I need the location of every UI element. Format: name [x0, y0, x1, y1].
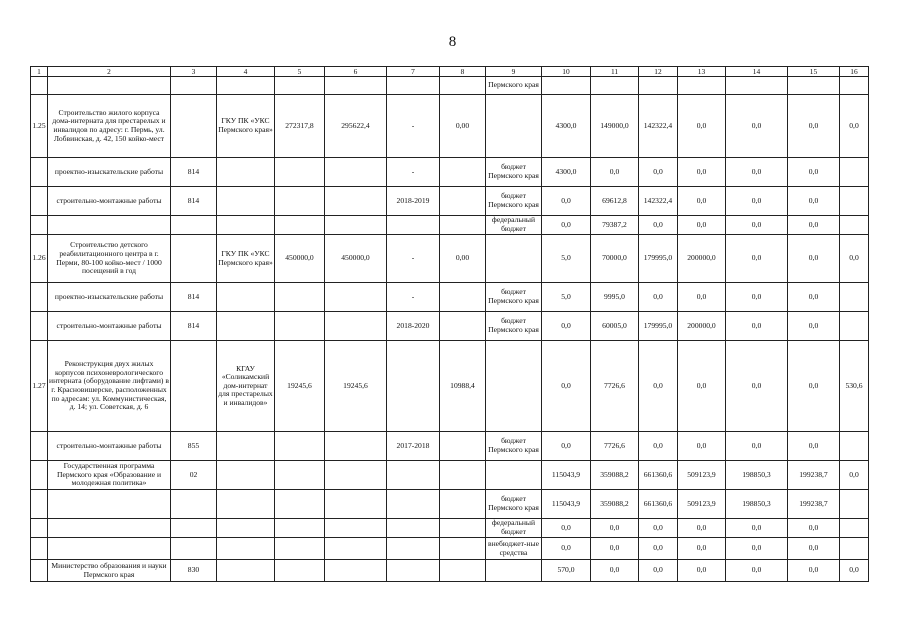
table-cell	[217, 187, 275, 216]
table-cell	[325, 560, 387, 582]
table-cell	[275, 538, 325, 560]
table-cell	[48, 519, 171, 538]
table-cell	[275, 519, 325, 538]
table-cell: 149000,0	[591, 95, 639, 158]
table-cell: 0,0	[678, 216, 726, 235]
table-cell: -	[387, 158, 440, 187]
table-cell: 198850,3	[726, 461, 788, 490]
table-cell: 830	[171, 560, 217, 582]
table-cell	[387, 560, 440, 582]
table-cell	[325, 490, 387, 519]
table-cell	[387, 461, 440, 490]
table-cell: 0,0	[639, 432, 678, 461]
table-cell	[325, 432, 387, 461]
table-cell	[31, 216, 48, 235]
table-cell: 0,0	[840, 560, 869, 582]
table-cell	[840, 538, 869, 560]
column-header: 5	[275, 67, 325, 77]
table-cell: федеральный бюджет	[486, 519, 542, 538]
table-cell	[639, 77, 678, 95]
table-cell	[591, 77, 639, 95]
table-cell: бюджет Пермского края	[486, 490, 542, 519]
table-cell: 0,0	[678, 158, 726, 187]
column-header: 16	[840, 67, 869, 77]
table-cell: 5,0	[542, 283, 591, 312]
table-cell: 450000,0	[325, 235, 387, 283]
table-cell: 1.26	[31, 235, 48, 283]
column-header: 8	[440, 67, 486, 77]
table-cell: проектно-изыскательские работы	[48, 158, 171, 187]
table-cell: Министерство образования и науки Пермского края	[48, 560, 171, 582]
table-cell: 19245,6	[325, 341, 387, 432]
table-cell: 115043,9	[542, 490, 591, 519]
table-cell	[840, 158, 869, 187]
table-cell: 179995,0	[639, 235, 678, 283]
table-cell	[275, 490, 325, 519]
table-cell: 69612,8	[591, 187, 639, 216]
table-cell: 199238,7	[788, 461, 840, 490]
table-cell	[31, 538, 48, 560]
table-cell: Реконструкция двух жилых корпусов психоневрологического интерната (оборудование лифтами) в г. Красновишерске, расположенных по адресам: ул. Коммунистическая, д. 14; ул. Советская, д. 6	[48, 341, 171, 432]
table-cell: 0,0	[542, 341, 591, 432]
table-cell	[31, 187, 48, 216]
table-cell: 0,0	[639, 560, 678, 582]
table-cell: 1.27	[31, 341, 48, 432]
table-cell	[325, 77, 387, 95]
table-cell: Пермского края	[486, 77, 542, 95]
table-cell: 0,00	[440, 95, 486, 158]
table-cell	[440, 538, 486, 560]
table-cell: 2018-2020	[387, 312, 440, 341]
table-cell: 0,0	[788, 187, 840, 216]
table-cell	[48, 490, 171, 519]
table-cell	[387, 538, 440, 560]
table-cell	[48, 538, 171, 560]
table-cell: внебюджет-ные средства	[486, 538, 542, 560]
table-cell: 0,0	[788, 538, 840, 560]
table-cell	[171, 95, 217, 158]
table-cell	[840, 283, 869, 312]
table-cell: 0,0	[726, 312, 788, 341]
table-cell	[325, 216, 387, 235]
table-cell	[542, 77, 591, 95]
table-cell: 359088,2	[591, 461, 639, 490]
table-cell	[840, 519, 869, 538]
table-cell: 661360,6	[639, 490, 678, 519]
table-cell	[217, 461, 275, 490]
table-cell: 530,6	[840, 341, 869, 432]
table-cell: 0,0	[788, 216, 840, 235]
table-cell	[325, 461, 387, 490]
table-cell: 0,0	[840, 235, 869, 283]
table-cell: 509123,9	[678, 461, 726, 490]
table-cell	[31, 283, 48, 312]
table-cell: 7726,6	[591, 432, 639, 461]
table-cell: 509123,9	[678, 490, 726, 519]
table-cell: 0,0	[726, 283, 788, 312]
column-header: 3	[171, 67, 217, 77]
column-header: 6	[325, 67, 387, 77]
table-row	[31, 538, 869, 560]
table-cell	[840, 490, 869, 519]
table-cell: 0,0	[726, 95, 788, 158]
table-cell: КГАУ «Соликамский дом-интернат для престарелых и инвалидов»	[217, 341, 275, 432]
table-cell: 0,0	[591, 158, 639, 187]
table-cell	[840, 216, 869, 235]
table-cell: 359088,2	[591, 490, 639, 519]
table-cell: 0,0	[726, 187, 788, 216]
table-cell: 450000,0	[275, 235, 325, 283]
table-cell	[440, 490, 486, 519]
table-cell	[440, 432, 486, 461]
table-row	[31, 216, 869, 235]
table-cell: 9995,0	[591, 283, 639, 312]
table-row	[31, 235, 869, 283]
table-cell	[325, 312, 387, 341]
table-cell	[171, 341, 217, 432]
table-cell	[726, 77, 788, 95]
table-cell: строительно-монтажные работы	[48, 312, 171, 341]
table-cell: 0,0	[788, 158, 840, 187]
table-cell	[31, 312, 48, 341]
column-header: 11	[591, 67, 639, 77]
table-cell: Строительство детского реабилитационного центра в г. Перми, 80-100 койко-мест / 1000 посещений в год	[48, 235, 171, 283]
table-cell: 0,0	[639, 158, 678, 187]
table-cell	[217, 432, 275, 461]
table-cell: 60005,0	[591, 312, 639, 341]
table-cell: ГКУ ПК «УКС Пермского края»	[217, 95, 275, 158]
table-cell	[440, 312, 486, 341]
table-cell: 200000,0	[678, 235, 726, 283]
page-number: 8	[448, 34, 457, 50]
table-cell	[48, 77, 171, 95]
table-cell	[217, 560, 275, 582]
table-row	[31, 312, 869, 341]
table-cell: 0,0	[726, 519, 788, 538]
table-cell: 0,0	[591, 519, 639, 538]
table-cell	[387, 490, 440, 519]
table-cell: 0,0	[678, 187, 726, 216]
table-cell: 0,0	[639, 283, 678, 312]
table-cell: 0,0	[542, 519, 591, 538]
table-row	[31, 187, 869, 216]
table-cell: 2018-2019	[387, 187, 440, 216]
table-cell	[217, 538, 275, 560]
table-cell	[840, 432, 869, 461]
table-cell: 0,0	[788, 432, 840, 461]
header-row	[31, 67, 869, 77]
column-header: 7	[387, 67, 440, 77]
table-cell: 0,0	[678, 560, 726, 582]
table-cell	[440, 216, 486, 235]
table-cell: 70000,0	[591, 235, 639, 283]
table-cell	[217, 312, 275, 341]
table-cell	[171, 77, 217, 95]
table-cell	[31, 77, 48, 95]
table-cell: 0,0	[788, 519, 840, 538]
table-row	[31, 77, 869, 95]
table-cell: 0,0	[726, 341, 788, 432]
table-cell: 0,0	[542, 216, 591, 235]
table-cell	[387, 216, 440, 235]
table-cell: 02	[171, 461, 217, 490]
table-cell: 4300,0	[542, 95, 591, 158]
table-cell: 0,0	[542, 538, 591, 560]
table-cell: бюджет Пермского края	[486, 158, 542, 187]
table-row	[31, 560, 869, 582]
table-cell: 0,0	[591, 538, 639, 560]
column-header: 9	[486, 67, 542, 77]
table-cell	[275, 158, 325, 187]
table-cell	[48, 216, 171, 235]
table-cell: 0,0	[840, 95, 869, 158]
table-cell: 0,0	[678, 95, 726, 158]
table-row	[31, 490, 869, 519]
table-cell: 4300,0	[542, 158, 591, 187]
table-cell	[275, 216, 325, 235]
table-cell	[31, 432, 48, 461]
table-cell: 0,0	[788, 312, 840, 341]
table-row	[31, 283, 869, 312]
table-cell: 814	[171, 158, 217, 187]
table-row	[31, 461, 869, 490]
table-cell: 272317,8	[275, 95, 325, 158]
table-cell	[440, 158, 486, 187]
table-cell	[171, 216, 217, 235]
table-cell: -	[387, 283, 440, 312]
table-cell: 142322,4	[639, 187, 678, 216]
table-cell	[325, 519, 387, 538]
table-cell	[31, 519, 48, 538]
table-cell	[31, 560, 48, 582]
table-cell: строительно-монтажные работы	[48, 432, 171, 461]
column-header: 13	[678, 67, 726, 77]
table-cell: 0,0	[788, 283, 840, 312]
table-cell	[275, 187, 325, 216]
table-cell: 814	[171, 283, 217, 312]
table-cell: 2017-2018	[387, 432, 440, 461]
table-cell: 0,0	[726, 560, 788, 582]
table-cell: 0,0	[788, 341, 840, 432]
table-cell	[840, 77, 869, 95]
table-cell: 814	[171, 187, 217, 216]
column-header: 12	[639, 67, 678, 77]
table-cell: 0,0	[639, 216, 678, 235]
table-cell	[217, 158, 275, 187]
column-header: 14	[726, 67, 788, 77]
table-cell: 0,0	[726, 216, 788, 235]
table-cell: 0,0	[678, 341, 726, 432]
table-cell	[486, 461, 542, 490]
table-cell: 19245,6	[275, 341, 325, 432]
table-cell	[171, 235, 217, 283]
table-cell	[788, 77, 840, 95]
table-cell: 0,0	[840, 461, 869, 490]
table-cell: бюджет Пермского края	[486, 432, 542, 461]
table-cell	[217, 519, 275, 538]
table-cell	[440, 519, 486, 538]
table-cell	[217, 283, 275, 312]
column-header: 1	[31, 67, 48, 77]
table-cell	[275, 461, 325, 490]
table-cell: 0,0	[788, 235, 840, 283]
table-cell: 7726,6	[591, 341, 639, 432]
table-cell: 295622,4	[325, 95, 387, 158]
table-row	[31, 95, 869, 158]
budget-table	[30, 66, 869, 582]
table-cell: 142322,4	[639, 95, 678, 158]
table-row	[31, 341, 869, 432]
column-header: 4	[217, 67, 275, 77]
table-cell: 0,0	[678, 283, 726, 312]
table-cell: проектно-изыскательские работы	[48, 283, 171, 312]
table-cell: федеральный бюджет	[486, 216, 542, 235]
table-cell	[275, 312, 325, 341]
table-cell	[387, 519, 440, 538]
table-cell: 570,0	[542, 560, 591, 582]
table-cell: -	[387, 95, 440, 158]
table-cell: 0,0	[726, 538, 788, 560]
table-cell: 79387,2	[591, 216, 639, 235]
table-cell	[325, 538, 387, 560]
table-cell	[275, 432, 325, 461]
table-cell: 0,00	[440, 235, 486, 283]
table-cell	[440, 461, 486, 490]
table-row	[31, 158, 869, 187]
table-cell: 0,0	[678, 538, 726, 560]
table-cell: 661360,6	[639, 461, 678, 490]
table-cell: бюджет Пермского края	[486, 187, 542, 216]
table-cell	[486, 95, 542, 158]
table-cell: 0,0	[639, 538, 678, 560]
table-cell	[275, 560, 325, 582]
table-cell	[840, 312, 869, 341]
column-header: 2	[48, 67, 171, 77]
table-cell	[440, 560, 486, 582]
table-cell	[387, 77, 440, 95]
table-cell	[217, 490, 275, 519]
table-cell	[486, 560, 542, 582]
table-cell	[171, 538, 217, 560]
table-cell	[275, 283, 325, 312]
table-cell: Строительство жилого корпуса дома-интерната для престарелых и инвалидов по адресу: г. Пермь, ул. Лобвинская, д. 42, 150 койко-мест	[48, 95, 171, 158]
table-cell: 0,0	[726, 158, 788, 187]
table-cell: 0,0	[788, 560, 840, 582]
column-header: 15	[788, 67, 840, 77]
table-cell: 0,0	[788, 95, 840, 158]
table-cell: 1.25	[31, 95, 48, 158]
table-cell: 0,0	[678, 519, 726, 538]
table-cell: бюджет Пермского края	[486, 283, 542, 312]
table-cell: 855	[171, 432, 217, 461]
table-cell	[325, 158, 387, 187]
table-row	[31, 432, 869, 461]
table-cell: 0,0	[678, 432, 726, 461]
table-row	[31, 519, 869, 538]
table-cell: строительно-монтажные работы	[48, 187, 171, 216]
table-cell	[217, 216, 275, 235]
table-cell: 0,0	[726, 432, 788, 461]
table-cell: ГКУ ПК «УКС Пермского края»	[217, 235, 275, 283]
table-cell	[275, 77, 325, 95]
table-cell: 0,0	[591, 560, 639, 582]
table-cell	[325, 283, 387, 312]
table-cell: Государственная программа Пермского края «Образование и молодежная политика»	[48, 461, 171, 490]
table-cell	[440, 187, 486, 216]
table-cell: 0,0	[542, 187, 591, 216]
table-cell: 0,0	[639, 519, 678, 538]
table-cell: 0,0	[542, 432, 591, 461]
table-cell	[31, 461, 48, 490]
table-cell: 115043,9	[542, 461, 591, 490]
table-cell: 198850,3	[726, 490, 788, 519]
table-cell	[171, 519, 217, 538]
table-cell: 0,0	[726, 235, 788, 283]
table-cell	[387, 341, 440, 432]
table-cell: бюджет Пермского края	[486, 312, 542, 341]
table-cell: 814	[171, 312, 217, 341]
table-cell: 10988,4	[440, 341, 486, 432]
table-cell: 200000,0	[678, 312, 726, 341]
table-cell: 179995,0	[639, 312, 678, 341]
table-cell	[171, 490, 217, 519]
table-cell	[678, 77, 726, 95]
table-cell	[440, 77, 486, 95]
table-cell	[840, 187, 869, 216]
table-cell	[31, 490, 48, 519]
column-header: 10	[542, 67, 591, 77]
table-cell	[486, 341, 542, 432]
table-cell: 5,0	[542, 235, 591, 283]
table-cell	[325, 187, 387, 216]
table-cell: 0,0	[639, 341, 678, 432]
table-cell	[31, 158, 48, 187]
table-cell: 199238,7	[788, 490, 840, 519]
table-cell	[486, 235, 542, 283]
table-cell: -	[387, 235, 440, 283]
table-cell	[440, 283, 486, 312]
table-cell	[217, 77, 275, 95]
table-cell: 0,0	[542, 312, 591, 341]
